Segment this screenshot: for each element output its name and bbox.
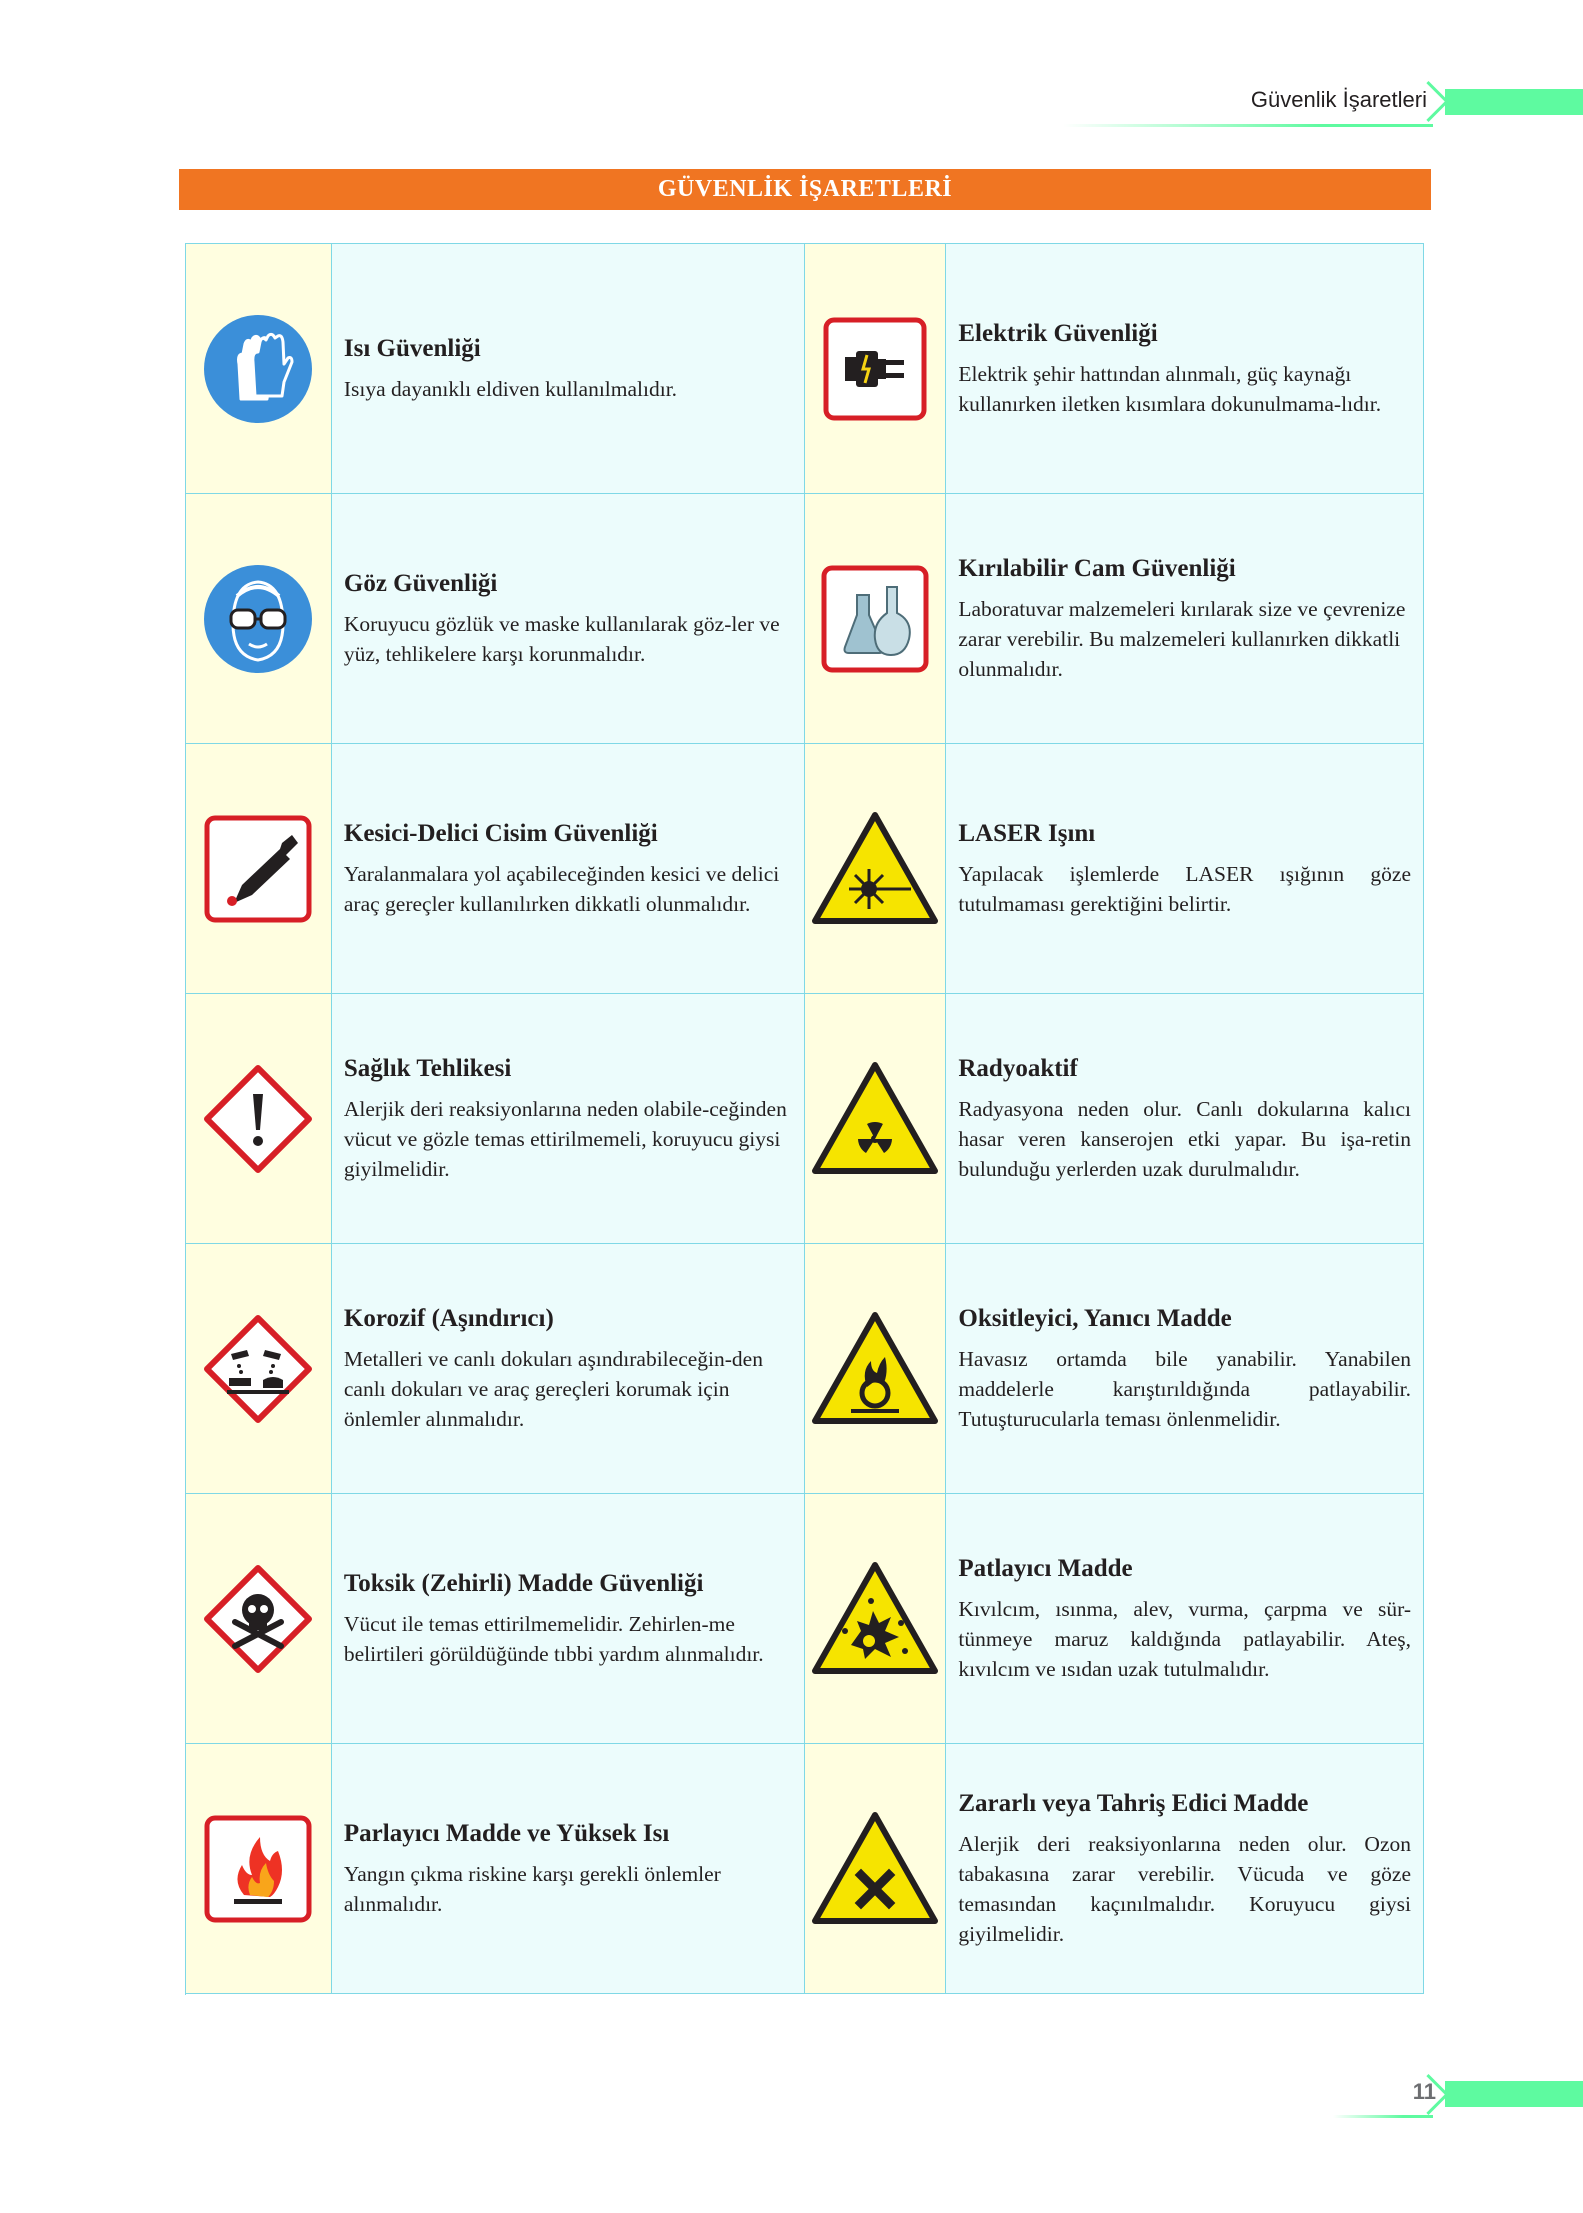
icon-cell xyxy=(805,994,947,1244)
icon-cell xyxy=(186,1244,332,1494)
icon-cell xyxy=(805,1744,947,1994)
sign-title: Zararlı veya Tahriş Edici Madde xyxy=(958,1789,1309,1817)
sign-title: Göz Güvenliği xyxy=(343,569,498,597)
corrosive-icon xyxy=(203,1314,313,1424)
sign-description-cell xyxy=(332,744,805,994)
sharp-object-icon xyxy=(204,815,312,923)
sign-description: Havasız ortamda bile yanabilir. Yanabilen maddelerle karıştırıldığında patlayabilir. Tutuşturucularla teması önlenmelidir. xyxy=(958,1346,1411,1431)
table-row xyxy=(186,244,1424,494)
sign-title: Radyoaktif xyxy=(958,1054,1078,1082)
sign-title: Patlayıcı Madde xyxy=(958,1554,1133,1582)
sign-description-cell xyxy=(946,744,1424,994)
flame-icon xyxy=(204,1815,312,1923)
header-underline xyxy=(1063,124,1433,127)
sign-description: Yaralanmalara yol açabileceğinden kesici ve delici araç gereçler kullanılırken dikkatli olunmalıdır. xyxy=(343,861,780,916)
sign-description-cell xyxy=(332,1244,805,1494)
sign-description: Alerjik deri reaksiyonlarına neden olabile-ceğinden vücut ve gözle temas ettirilmemeli, koruyucu giysi giyilmelidir. xyxy=(343,1096,787,1181)
icon-cell xyxy=(805,1244,947,1494)
icon-cell xyxy=(186,244,332,494)
footer-accent-bar xyxy=(1445,2081,1583,2107)
sign-description-cell xyxy=(332,1744,805,1994)
sign-title: Sağlık Tehlikesi xyxy=(343,1054,512,1082)
sign-description: Yangın çıkma riskine karşı gerekli önlemler alınmalıdır. xyxy=(343,1861,721,1916)
icon-cell xyxy=(186,744,332,994)
sign-description: Yapılacak işlemlerde LASER ışığının göze tutulmaması gerektiğini belirtir. xyxy=(958,861,1411,916)
icon-cell xyxy=(186,494,332,744)
laser-icon xyxy=(811,811,939,927)
icon-cell xyxy=(805,244,947,494)
sign-description-cell xyxy=(946,494,1424,744)
sign-title: Kesici-Delici Cisim Güvenliği xyxy=(343,819,658,847)
gloves-icon xyxy=(203,314,313,424)
sign-title: Oksitleyici, Yanıcı Madde xyxy=(958,1304,1232,1332)
running-header xyxy=(1063,75,1583,127)
sign-title: LASER Işını xyxy=(958,819,1096,847)
harmful-x-icon xyxy=(811,1811,939,1927)
safety-signs-table xyxy=(185,243,1424,1995)
sign-description-cell xyxy=(332,1494,805,1744)
sign-title: Korozif (Aşındırıcı) xyxy=(343,1304,554,1332)
explosive-icon xyxy=(811,1561,939,1677)
sign-description: Isıya dayanıklı eldiven kullanılmalıdır. xyxy=(343,376,678,401)
sign-description: Kıvılcım, ısınma, alev, vurma, çarpma ve sür-tünmeye maruz kaldığında patlayabilir. Ateş, kıvılcım ve ısıdan uzak tutulmalıdır. xyxy=(958,1596,1411,1681)
footer-underline xyxy=(1333,2115,1433,2118)
sign-description: Vücut ile temas ettirilmemelidir. Zehirlen-me belirtileri görüldüğünde tıbbi yardım alınmalıdır. xyxy=(343,1611,764,1666)
goggles-icon xyxy=(203,564,313,674)
table-row xyxy=(186,1494,1424,1744)
sign-description-cell xyxy=(332,994,805,1244)
sign-title: Isı Güvenliği xyxy=(343,334,481,362)
table-row xyxy=(186,994,1424,1244)
sign-description: Koruyucu gözlük ve maske kullanılarak göz-ler ve yüz, tehlikelere karşı korunmalıdır. xyxy=(343,611,780,666)
sign-description-cell xyxy=(946,1494,1424,1744)
glassware-icon xyxy=(821,565,929,673)
sign-description: Laboratuvar malzemeleri kırılarak size ve çevrenize zarar verebilir. Bu malzemeleri kullanırken dikkatli olunmalıdır. xyxy=(958,596,1406,681)
icon-cell xyxy=(805,744,947,994)
page-footer xyxy=(1333,2075,1583,2115)
oxidizer-icon xyxy=(811,1311,939,1427)
header-accent-bar xyxy=(1445,89,1583,115)
sign-description-cell xyxy=(946,994,1424,1244)
page-title: GÜVENLİK İŞARETLERİ xyxy=(179,169,1431,210)
electric-plug-icon xyxy=(823,317,927,421)
icon-cell xyxy=(186,1494,332,1744)
sign-description: Elektrik şehir hattından alınmalı, güç kaynağı kullanırken iletken kısımlara dokunulmama-lıdır. xyxy=(958,361,1382,416)
sign-title: Elektrik Güvenliği xyxy=(958,319,1158,347)
icon-cell xyxy=(805,1494,947,1744)
sign-description-cell xyxy=(332,244,805,494)
sign-description-cell xyxy=(332,494,805,744)
sign-title: Kırılabilir Cam Güvenliği xyxy=(958,554,1236,582)
sign-description: Metalleri ve canlı dokuları aşındırabileceğin-den canlı dokuları ve araç gereçleri korumak için önlemler alınmalıdır. xyxy=(343,1346,763,1431)
table-row xyxy=(186,1244,1424,1494)
sign-description-cell xyxy=(946,244,1424,494)
section-title: Güvenlik İşaretleri xyxy=(1250,87,1427,112)
icon-cell xyxy=(186,994,332,1244)
table-row xyxy=(186,1744,1424,1994)
sign-description-cell xyxy=(946,1744,1424,1994)
icon-cell xyxy=(805,494,947,744)
sign-description: Radyasyona neden olur. Canlı dokularına kalıcı hasar veren kanserojen etki yapar. Bu işa-retin bulunduğu yerlerden uzak durulmalıdır. xyxy=(958,1096,1411,1181)
table-row xyxy=(186,494,1424,744)
sign-description: Alerjik deri reaksiyonlarına neden olur. Ozon tabakasına zarar verebilir. Vücuda ve göze temasından kaçınılmalıdır. Koruyucu giysi giyilmelidir. xyxy=(958,1831,1411,1946)
table-row xyxy=(186,744,1424,994)
sign-title: Toksik (Zehirli) Madde Güvenliği xyxy=(343,1569,704,1597)
radioactive-icon xyxy=(811,1061,939,1177)
sign-title: Parlayıcı Madde ve Yüksek Isı xyxy=(343,1819,670,1847)
page-number: 11 xyxy=(1412,2079,1436,2104)
exclamation-icon xyxy=(203,1064,313,1174)
icon-cell xyxy=(186,1744,332,1994)
skull-icon xyxy=(203,1564,313,1674)
sign-description-cell xyxy=(946,1244,1424,1494)
